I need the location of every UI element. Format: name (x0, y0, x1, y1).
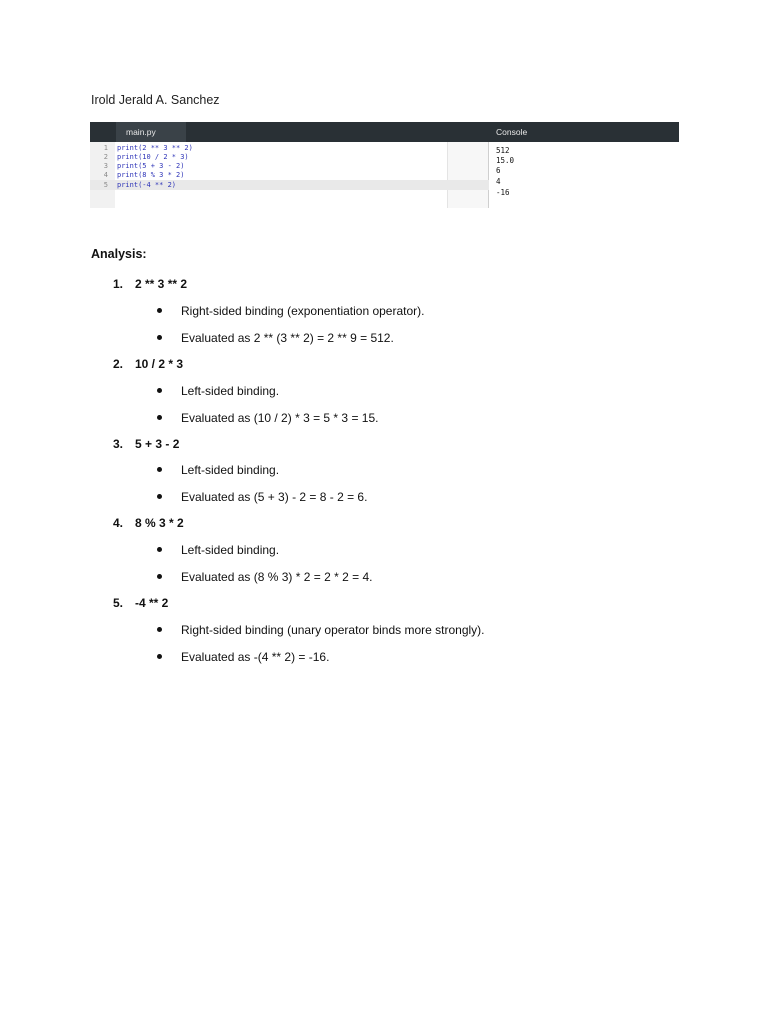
line-number: 3 (103, 162, 108, 170)
bullet-icon (157, 467, 162, 472)
console-output-line: 4 (496, 177, 501, 186)
bullet-text: Left-sided binding. (181, 463, 280, 477)
line-number: 1 (103, 144, 108, 152)
line-number: 2 (103, 153, 108, 161)
bullet-icon (157, 308, 162, 313)
item-expression: 8 % 3 * 2 (135, 516, 184, 530)
code-text: print(-4 ** 2) (117, 181, 177, 189)
code-text: print(2 ** 3 ** 2) (117, 144, 193, 152)
console-output-line: -16 (496, 188, 510, 197)
bullet-text: Right-sided binding (unary operator binds more strongly). (181, 623, 485, 637)
bullet-text: Right-sided binding (exponentiation operator). (181, 304, 425, 318)
author-name: Irold Jerald A. Sanchez (91, 93, 220, 107)
console-pane (489, 142, 679, 208)
item-number: 1. (113, 277, 124, 291)
line-number: 4 (103, 171, 108, 179)
code-text: print(10 / 2 * 3) (117, 153, 189, 161)
bullet-icon (157, 335, 162, 340)
bullet-icon (157, 547, 162, 552)
analysis-heading: Analysis: (91, 247, 147, 261)
bullet-text: Evaluated as -(4 ** 2) = -16. (181, 650, 330, 664)
bullet-icon (157, 415, 162, 420)
code-line-active (90, 180, 489, 190)
item-number: 5. (113, 596, 124, 610)
code-editor-screenshot (90, 122, 679, 208)
item-expression: 5 + 3 - 2 (135, 437, 180, 451)
bullet-icon (157, 654, 162, 659)
item-number: 2. (113, 357, 124, 371)
console-output-line: 15.0 (496, 156, 515, 165)
code-line (90, 170, 489, 180)
item-number: 4. (113, 516, 124, 530)
bullet-text: Evaluated as 2 ** (3 ** 2) = 2 ** 9 = 512. (181, 331, 394, 345)
item-expression: 2 ** 3 ** 2 (135, 277, 188, 291)
item-number: 3. (113, 437, 124, 451)
bullet-icon (157, 388, 162, 393)
bullet-icon (157, 494, 162, 499)
code-text: print(8 % 3 * 2) (117, 171, 185, 179)
bullet-text: Left-sided binding. (181, 543, 280, 557)
editor-header-bar (90, 122, 679, 142)
console-output-line: 512 (496, 146, 510, 155)
bullet-text: Evaluated as (10 / 2) * 3 = 5 * 3 = 15. (181, 411, 379, 425)
tab-main-py: main.py (116, 122, 186, 142)
bullet-icon (157, 627, 162, 632)
bullet-text: Evaluated as (5 + 3) - 2 = 8 - 2 = 6. (181, 490, 368, 504)
item-expression: 10 / 2 * 3 (135, 357, 184, 371)
console-output-line: 6 (496, 166, 501, 175)
tab-console: Console (496, 127, 528, 137)
line-number: 5 (103, 181, 108, 189)
bullet-icon (157, 574, 162, 579)
code-text: print(5 + 3 - 2) (117, 162, 185, 170)
bullet-text: Left-sided binding. (181, 384, 280, 398)
bullet-text: Evaluated as (8 % 3) * 2 = 2 * 2 = 4. (181, 570, 373, 584)
item-expression: -4 ** 2 (135, 596, 169, 610)
